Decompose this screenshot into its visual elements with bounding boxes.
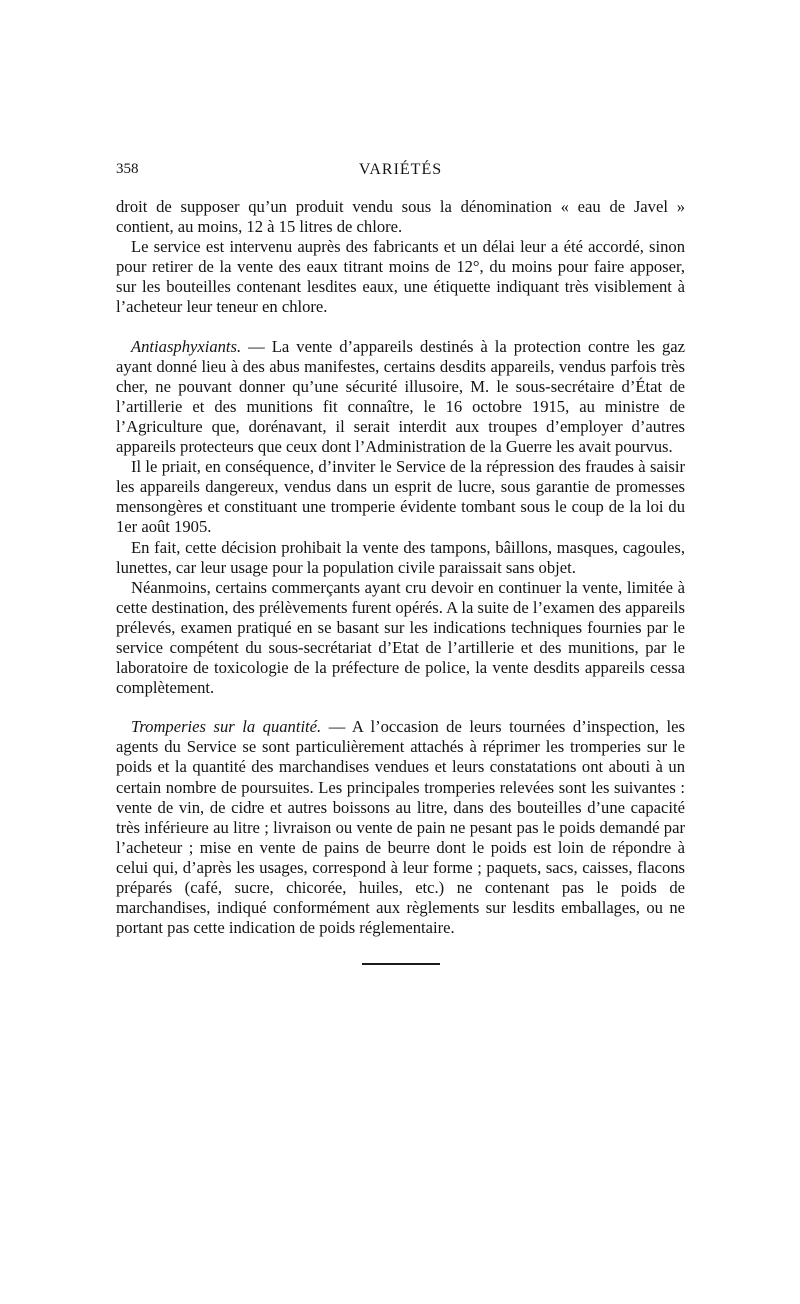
running-header (116, 155, 685, 181)
section-spacer (116, 698, 685, 717)
paragraph-conséquence: Il le priait, en conséquence, d’inviter le Service de la répression des fraudes à saisir les appareils dangereux, vendus dans un esprit de lucre, sous garantie de promesses mensongères et constituant une tromperie évidente tombant sous le coup de la loi du 1er août 1905. (116, 457, 685, 537)
paragraph-prelevements: Néanmoins, certains commerçants ayant cru devoir en continuer la vente, limitée à cette destination, des prélèvements furent opérés. A la suite de l’examen des appareils prélevés, examen pratiqué en se basant sur les indications techniques fournies par le service compétent du sous-secrétariat d’Etat de l’artillerie et des munitions, par le laboratoire de toxicologie de la préfecture de police, la vente desdits appareils cessa complètement. (116, 577, 685, 698)
end-rule (362, 963, 440, 965)
paragraph-tromperies-text: — A l’occasion de leurs tournées d’inspection, les agents du Service se sont particulièrement attachés à réprimer les tromperies sur le poids et la quantité des marchandises vendues et leurs constatations ont abouti à un certain nombre de poursuites. Les principales tromperies relevées sont les suivantes : vente de vin, de cidre et autres boissons au litre, dans des bouteilles d’une capacité très inférieure au litre ; livraison ou vente de pain ne pesant pas le poids demandé par l’acheteur ; mise en vente de pains de beurre dont le poids est loin de répondre à celui qui, d’après les usages, correspond à leur forme ; paquets, sacs, caisses, flacons préparés (café, sucre, chicorée, huiles, etc.) ne contenant pas le poids de marchandises, indiqué conformément aux règlements sur lesdits emballages, ou ne portant pas cette indication de poids réglementaire. (116, 717, 685, 938)
paragraph-tromperies (116, 717, 685, 938)
page-number: 358 (116, 161, 139, 177)
running-title: VARIÉTÉS (358, 161, 443, 178)
paragraph-continued: droit de supposer qu’un produit vendu sous la dénomination « eau de Javel » contient, au moins, 12 à 15 litres de chlore. (116, 197, 685, 237)
paragraph-eau-de-javel: Le service est intervenu auprès des fabricants et un délai leur a été accordé, sinon pour retirer de la vente des eaux titrant moins de 12°, du moins pour faire apposer, sur les bouteilles contenant lesdites eaux, une étiquette indiquant très visiblement à l’acheteur leur teneur en chlore. (116, 237, 685, 317)
section-lead-antiasphyxiants: Antiasphyxiants. (131, 336, 242, 356)
page (116, 155, 685, 965)
body-text (116, 197, 685, 938)
paragraph-prohibition: En fait, cette décision prohibait la vente des tampons, bâillons, masques, cagoules, lunettes, car leur usage pour la population civile paraissait sans objet. (116, 537, 685, 577)
paragraph-antiasphyxiants (116, 337, 685, 458)
paragraph-antiasphyxiants-text: — La vente d’appareils destinés à la protection contre les gaz ayant donné lieu à des abus manifestes, certains desdits appareils, vendus parfois très cher, ne pouvant donner qu’une sécurité illusoire, M. le sous-secrétaire d’État de l’artillerie et des munitions fit connaître, le 16 octobre 1915, au ministre de l’Agriculture que, dorénavant, il serait interdit aux troupes d’employer d’autres appareils protecteurs que ceux dont l’Administration de la Guerre les avait pourvus. (116, 336, 685, 457)
section-lead-tromperies: Tromperies sur la quantité. (131, 717, 322, 737)
section-spacer (116, 318, 685, 337)
